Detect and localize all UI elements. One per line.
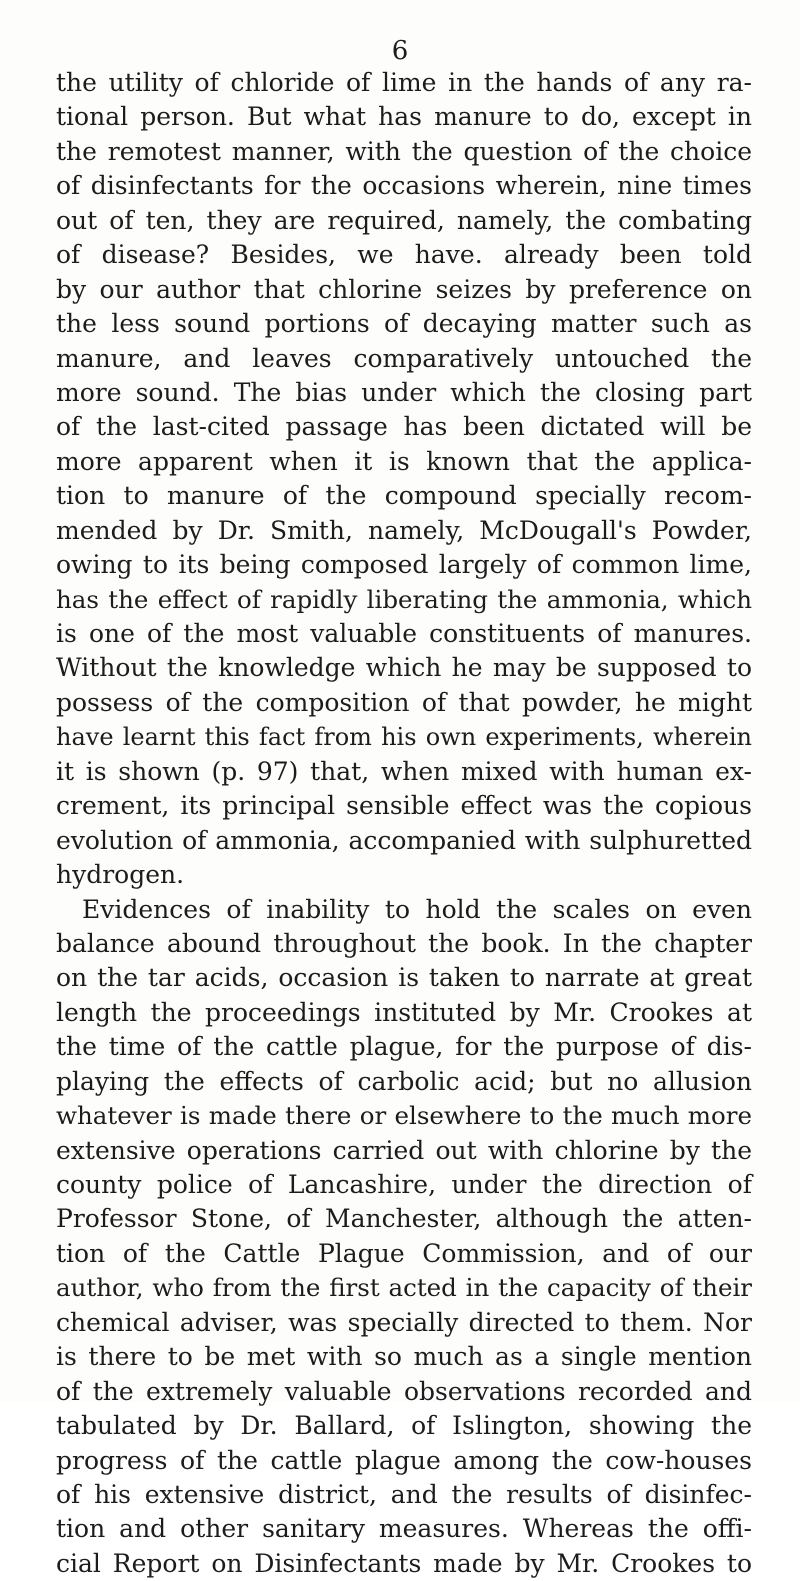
body-text <box>56 66 752 1581</box>
text-line: it is shown (p. 97) that, when mixed with human ex- <box>56 756 752 786</box>
text-line: evolution of ammonia, accompanied with sulphuretted <box>56 825 752 855</box>
text-line: of the last-cited passage has been dictated will be <box>56 412 752 442</box>
text-line: is there to be met with so much as a single mention <box>56 1342 752 1372</box>
text-line: balance abound throughout the book. In the chapter <box>56 928 752 958</box>
text-line: by our author that chlorine seizes by preference on <box>56 274 752 304</box>
text-line: possess of the composition of that powder, he might <box>56 687 752 717</box>
text-line: of the extremely valuable observations recorded and <box>56 1376 752 1406</box>
text-line: the remotest manner, with the question of the choice <box>56 136 752 166</box>
text-line: is one of the most valuable constituents of manures. <box>56 619 752 648</box>
text-line: the time of the cattle plague, for the purpose of dis- <box>56 1032 752 1062</box>
text-line: chemical adviser, was specially directed to them. Nor <box>56 1307 752 1337</box>
text-line: county police of Lancashire, under the direction of <box>56 1170 752 1199</box>
text-line: playing the effects of carbolic acid; but no allusion <box>56 1066 752 1096</box>
text-line: whatever is made there or elsewhere to the much more <box>56 1101 752 1131</box>
text-line: length the proceedings instituted by Mr. Crookes at <box>56 997 752 1027</box>
text-line: Without the knowledge which he may be supposed to <box>56 653 752 683</box>
text-line: author, who from the first acted in the capacity of their <box>56 1273 752 1303</box>
text-line: cial Report on Disinfectants made by Mr. Crookes to <box>56 1548 752 1578</box>
text-line: tional person. But what has manure to do, except in <box>56 102 752 132</box>
text-line: the utility of chloride of lime in the hands of any ra- <box>56 68 752 97</box>
text-line: manure, and leaves comparatively untouched the <box>56 343 752 373</box>
paragraph-end-line: hydrogen. <box>56 860 185 890</box>
text-line: of his extensive district, and the results of disinfec- <box>56 1479 752 1509</box>
text-line: tion to manure of the compound specially recom- <box>56 481 752 511</box>
text-line: have learnt this fact from his own experiments, wherein <box>56 723 752 752</box>
text-line: tion of the Cattle Plague Commission, and of our <box>56 1238 752 1268</box>
text-line: has the effect of rapidly liberating the ammonia, which <box>56 584 752 614</box>
text-line: out of ten, they are required, namely, the combating <box>56 205 752 235</box>
text-line: tabulated by Dr. Ballard, of Islington, showing the <box>56 1411 752 1441</box>
text-line: tion and other sanitary measures. Whereas the offi- <box>56 1514 752 1544</box>
text-line: Professor Stone, of Manchester, although the atten- <box>56 1204 752 1234</box>
paragraph-first-line: Evidences of inability to hold the scales on even <box>82 894 752 924</box>
text-line: of disease? Besides, we have. already been told <box>56 240 752 270</box>
page-number: 6 <box>391 36 409 66</box>
text-line: extensive operations carried out with chlorine by the <box>56 1135 752 1165</box>
text-line: of disinfectants for the occasions wherein, nine times <box>56 171 752 201</box>
text-line: more sound. The bias under which the closing part <box>56 377 752 407</box>
text-line: mended by Dr. Smith, namely, McDougall's Powder, <box>56 515 752 545</box>
text-line: the less sound portions of decaying matter such as <box>56 309 752 339</box>
text-line: progress of the cattle plague among the cow-houses <box>56 1445 752 1475</box>
text-line: owing to its being composed largely of common lime, <box>56 550 752 580</box>
text-line: on the tar acids, occasion is taken to narrate at great <box>56 963 752 993</box>
text-line: crement, its principal sensible effect was the copious <box>56 791 752 821</box>
text-line: more apparent when it is known that the applica- <box>56 446 752 476</box>
